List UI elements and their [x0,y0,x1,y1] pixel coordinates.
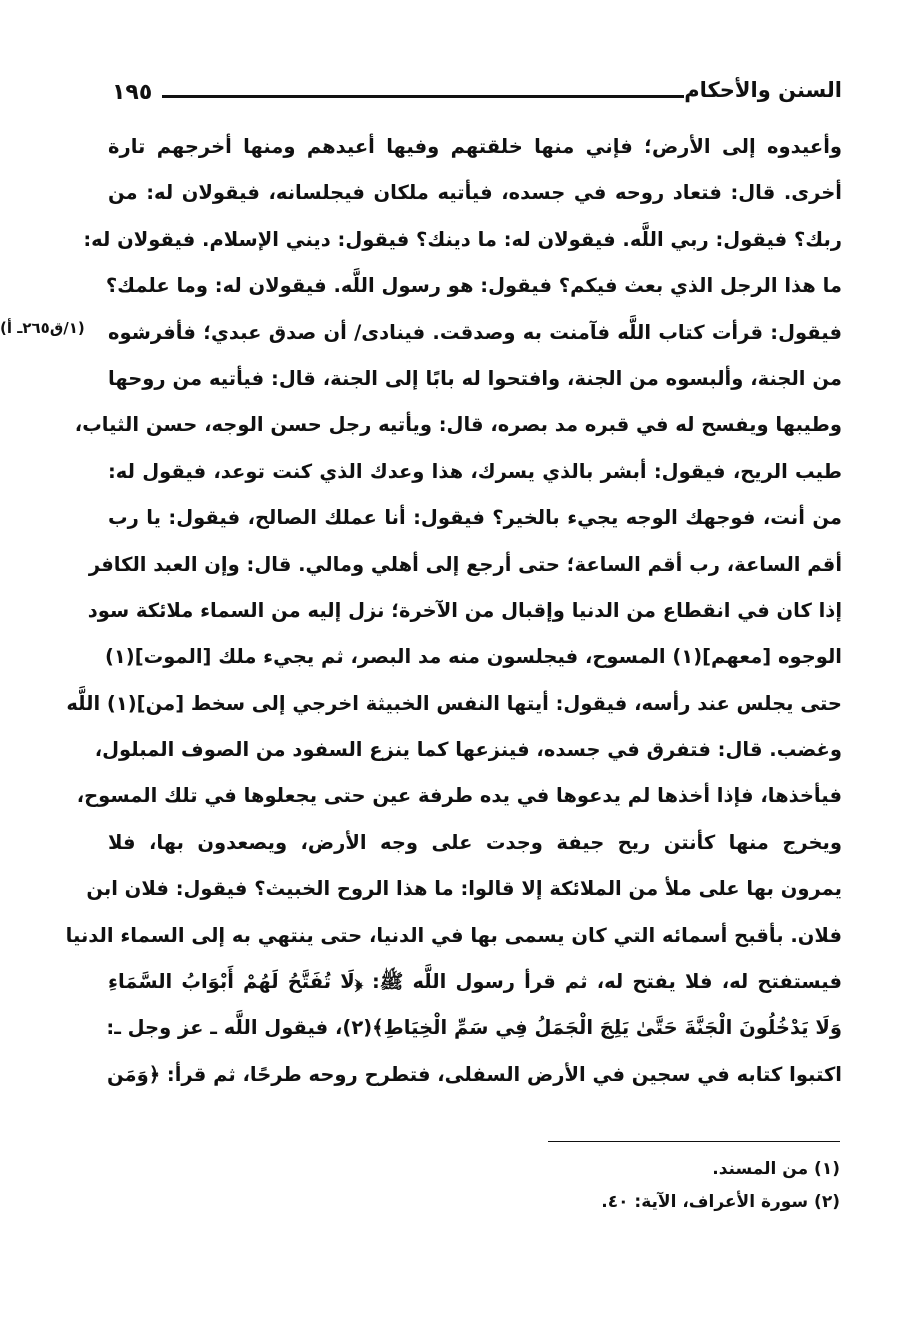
running-header [112,78,842,118]
text-line: اكتبوا كتابه في سجين في الأرض السفلى، فتطرح روحه طرحًا، ثم قرأ: ﴿وَمَن [106,1062,842,1086]
text-line: من أنت، فوجهك الوجه يجيء بالخير؟ فيقول: أنا عملك الصالح، فيقول: يا رب [108,506,842,530]
main-text [65,124,842,1098]
text-line: أقم الساعة، رب أقم الساعة؛ حتى أرجع إلى أهلي ومالي. قال: وإن العبد الكافر [88,552,842,576]
text-line: فيأخذها، فإذا أخذها لم يدعوها في يده طرفة عين حتى يجعلوها في تلك المسوح، [76,784,842,808]
text-line: ما هذا الرجل الذي بعث فيكم؟ فيقول: هو رسول اللَّه. فيقولان له: وما علمك؟ [105,274,842,298]
footnote-rule [548,1141,840,1142]
page-number: ١٩٥ [112,80,153,105]
text-line: ربك؟ فيقول: ربي اللَّه. فيقولان له: ما دينك؟ فيقول: ديني الإسلام. فيقولان له: [83,227,842,251]
running-title: السنن والأحكام [684,78,842,102]
text-line: حتى يجلس عند رأسه، فيقول: أيتها النفس الخبيثة اخرجي إلى سخط [من](١) اللَّه [66,691,842,715]
text-line: وَلَا يَدْخُلُونَ الْجَنَّةَ حَتَّىٰ يَلِجَ الْجَمَلُ فِي سَمِّ الْخِيَاطِ﴾(٢)، فيقول اللَّه ـ عز وجل ـ: [106,1016,842,1040]
text-line: الوجوه [معهم](١) المسوح، فيجلسون منه مد البصر، ثم يجيء ملك [الموت](١) [104,645,842,669]
text-line: فيستفتح له، فلا يفتح له، ثم قرأ رسول اللَّه ﷺ: ﴿لَا تُفَتَّحُ لَهُمْ أَبْوَابُ السَّمَاءِ [108,970,842,994]
text-line: وأعيدوه إلى الأرض؛ فإني منها خلقتهم وفيها أعيدهم ومنها أخرجهم تارة [108,135,842,158]
text-line: من الجنة، وألبسوه من الجنة، وافتحوا له بابًا إلى الجنة، قال: فيأتيه من روحها [108,366,842,390]
text-line: أخرى. قال: فتعاد روحه في جسده، فيأتيه ملكان فيجلسانه، فيقولان له: من [108,181,842,205]
text-line: طيب الريح، فيقول: أبشر بالذي يسرك، هذا وعدك الذي كنت توعد، فيقول له: [108,459,842,483]
manuscript-folio-note: (١/ق٢٦٥ـ أ) [0,319,85,337]
footnote-2: (٢) سورة الأعراف، الآية: ٤٠. [601,1192,840,1212]
text-line: وغضب. قال: فتفرق في جسده، فينزعها كما ينزع السفود من الصوف المبلول، [94,738,842,762]
text-line: وطيبها ويفسح له في قبره مد بصره، قال: ويأتيه رجل حسن الوجه، حسن الثياب، [74,413,842,437]
text-line: يمرون بها على ملأ من الملائكة إلا قالوا: ما هذا الروح الخبيث؟ فيقول: فلان ابن [86,877,842,901]
text-line: ويخرج منها كأنتن ريح جيفة وجدت على وجه الأرض، ويصعدون بها، فلا [108,830,842,854]
text-line: فيقول: قرأت كتاب اللَّه فآمنت به وصدقت. فينادى/ أن صدق عبدي؛ فأفرشوه [108,320,842,344]
text-line: إذا كان في انقطاع من الدنيا وإقبال من الآخرة؛ نزل إليه من السماء ملائكة سود [87,598,842,622]
footnotes [340,1153,840,1219]
header-rule [162,95,684,98]
footnote-1: (١) من المسند. [712,1159,840,1179]
text-line: فلان. بأقبح أسمائه التي كان يسمى بها في الدنيا، حتى ينتهي به إلى السماء الدنيا [65,923,842,947]
